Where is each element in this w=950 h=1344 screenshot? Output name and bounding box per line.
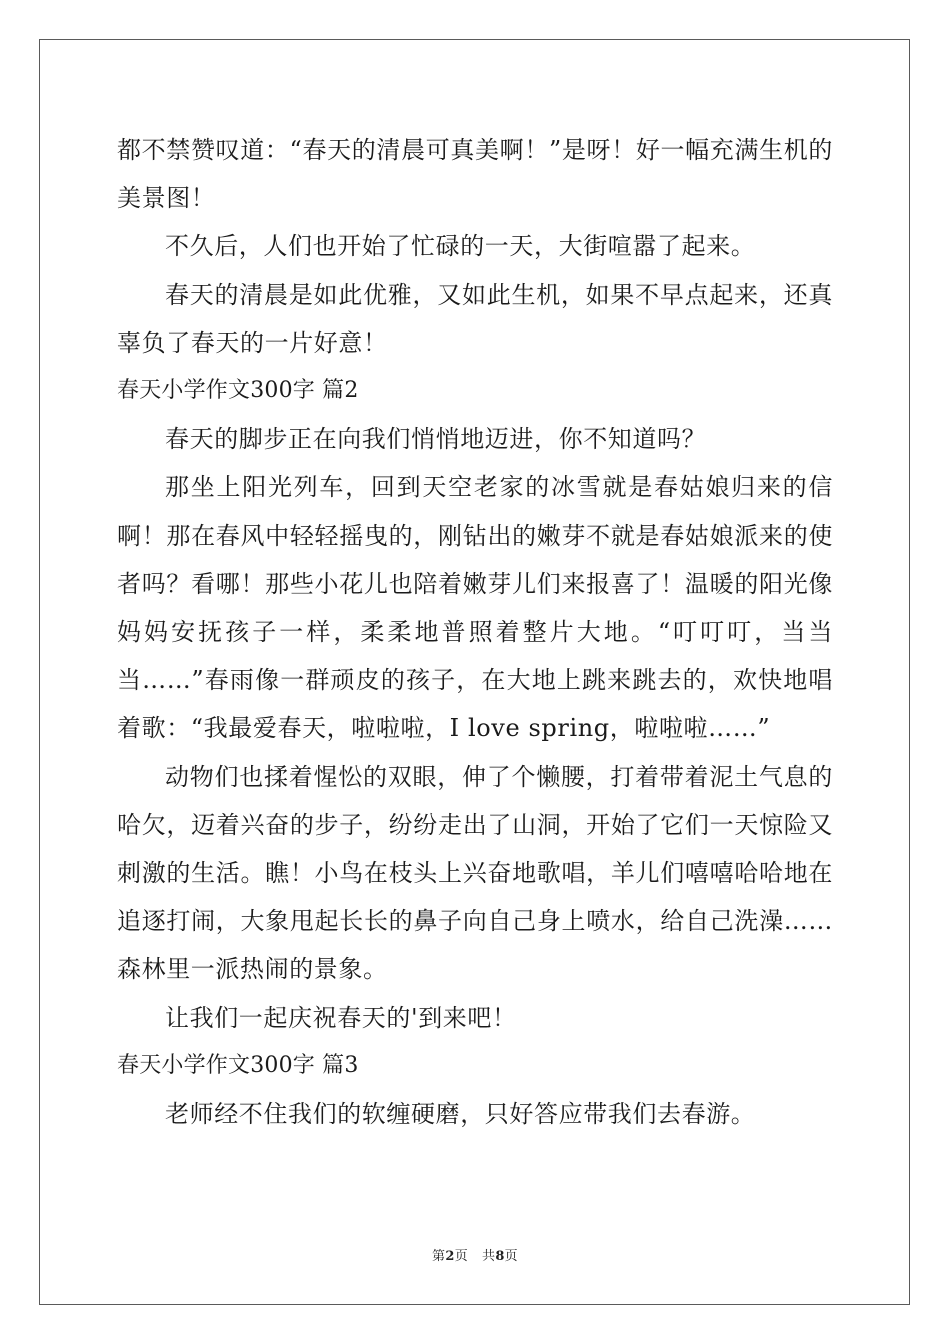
section-heading: 春天小学作文300字 篇3 [117, 1052, 359, 1078]
paragraph: 让我们一起庆祝春天的'到来吧！ [165, 1003, 517, 1032]
page-suffix: 页 [454, 1249, 468, 1264]
paragraph-continued: 都不禁赞叹道：“春天的清晨可真美啊！”是呀！好一幅充满生机的美景图！ [117, 136, 833, 213]
total-suffix: 页 [504, 1249, 518, 1264]
page-prefix: 第 [432, 1249, 446, 1264]
page-footer [0, 1245, 950, 1264]
paragraph: 老师经不住我们的软缠硬磨，只好答应带我们去春游。 [165, 1100, 756, 1129]
paragraph: 春天的清晨是如此优雅，又如此生机，如果不早点起来，还真辜负了春天的一片好意！ [117, 280, 833, 357]
paragraph: 那坐上阳光列车，回到天空老家的冰雪就是春姑娘归来的信啊！那在春风中轻轻摇曳的，刚钻出的嫩芽不就是春姑娘派来的使者吗？看哪！那些小花儿也陪着嫩芽儿们来报喜了！温暖的阳光像妈妈安抚孩子一样，柔柔地普照着整片大地。“叮叮叮，当当当……”春雨像一群顽皮的孩子，在大地上跳来跳去的，欢快地唱着歌：“我最爱春天，啦啦啦，I love spring，啦啦啦……” [117, 473, 833, 743]
paragraph: 不久后，人们也开始了忙碌的一天，大街喧嚣了起来。 [165, 232, 756, 261]
total-prefix: 共 [482, 1249, 496, 1264]
paragraph: 春天的脚步正在向我们悄悄地迈进，你不知道吗？ [165, 425, 707, 454]
paragraph: 动物们也揉着惺忪的双眼，伸了个懒腰，打着带着泥土气息的哈欠，迈着兴奋的步子，纷纷走出了山洞，开始了它们一天惊险又刺激的生活。瞧！小鸟在枝头上兴奋地歌唱，羊儿们嘻嘻哈哈地在追逐打闹，大象甩起长长的鼻子向自己身上喷水，给自己洗澡……森林里一派热闹的景象。 [117, 762, 833, 984]
section-heading: 春天小学作文300字 篇2 [117, 378, 359, 404]
total-pages: 8 [495, 1249, 505, 1264]
document-body [117, 126, 833, 1138]
page-number: 2 [445, 1249, 455, 1264]
